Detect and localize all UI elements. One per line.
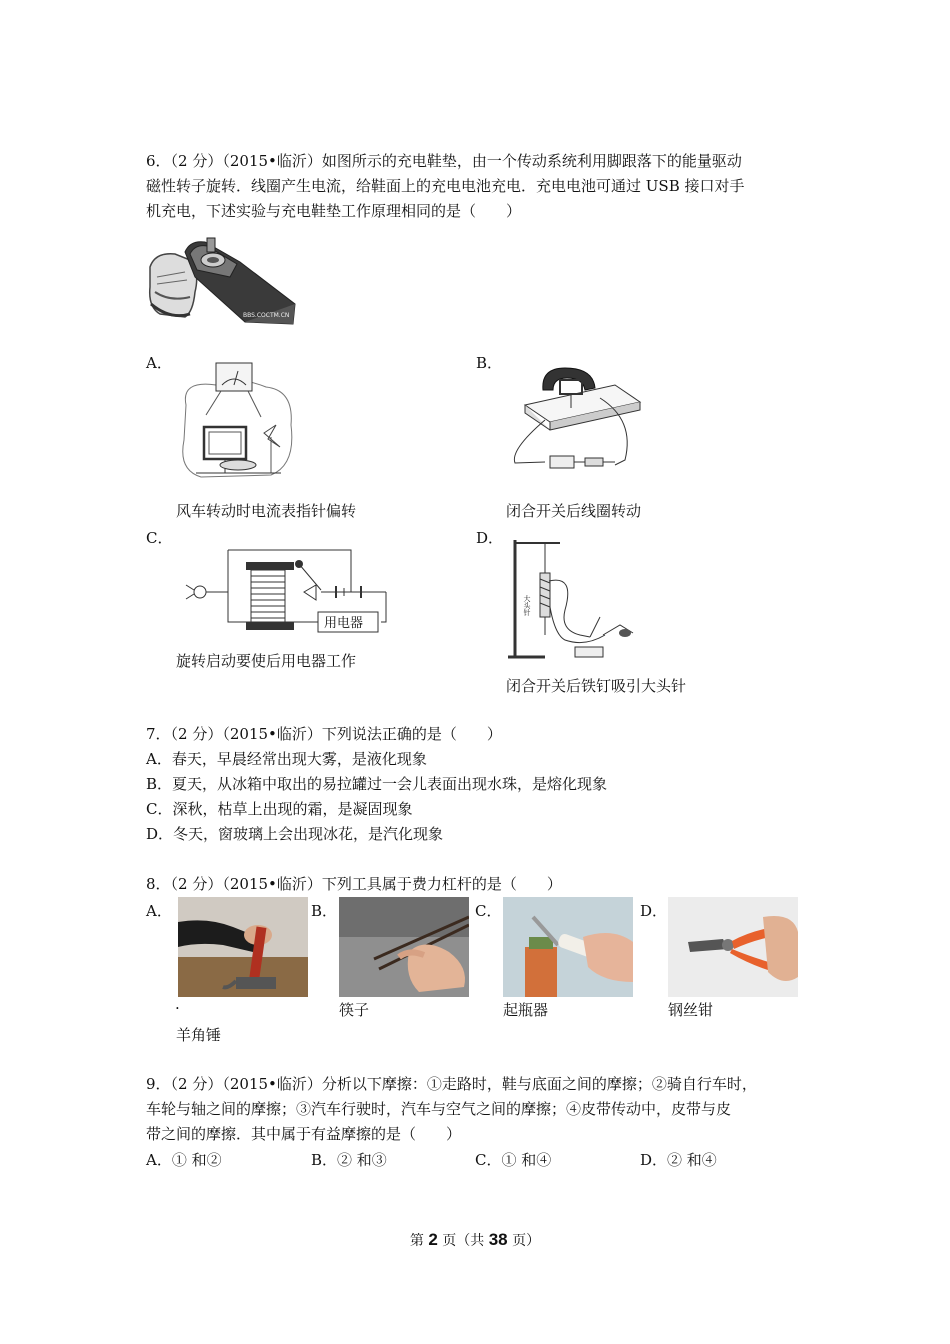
q8-option-c-caption: 起瓶器 [503,1001,549,1019]
q8-option-c-letter: C． [475,902,502,920]
q9-stem-line-3: 带之间的摩擦．其中属于有益摩擦的是（ ） [146,1125,462,1143]
q9-option-c: C．① 和④ [475,1151,552,1169]
q9-option-b: B．② 和③ [311,1151,387,1169]
q6-option-a-letter: A． [146,354,172,372]
q7-option-b: B．夏天，从冰箱中取出的易拉罐过一会儿表面出现水珠，是熔化现象 [146,775,608,793]
generator-circuit-figure [176,540,391,640]
footer-suffix: 页） [507,1233,541,1249]
page-number: 2 [428,1230,438,1249]
q9-option-a: A．① 和② [146,1151,222,1169]
q8-option-a-letter: A． [146,902,172,920]
q8-stem: 8．（2 分）（2015•临沂）下列工具属于费力杠杆的是（ ） [146,875,562,893]
q6-option-c-letter: C． [146,529,173,547]
q6-stem-line-3: 机充电，下述实验与充电鞋垫工作原理相同的是（ ） [146,202,522,220]
footer-prefix: 第 [409,1233,429,1249]
footer-middle: 页（共 [437,1233,489,1249]
q7-option-d: D．冬天，窗玻璃上会出现冰花，是汽化现象 [146,825,444,843]
claw-hammer-photo [178,897,308,997]
q7-option-a: A．春天，早晨经常出现大雾，是液化现象 [146,750,427,768]
motor-coil-figure [505,360,645,475]
q6-option-b-caption: 闭合开关后线圈转动 [506,502,642,520]
q8-option-b-letter: B． [311,902,338,920]
q6-stem-line-2: 磁性转子旋转．线圈产生电流，给鞋面上的充电电池充电．充电电池可通过 USB 接口对手 [146,177,745,195]
q9-stem-line-2: 车轮与轴之间的摩擦；③汽车行驶时，汽车与空气之间的摩擦；④皮带传动中，皮带与皮 [146,1100,732,1118]
chopsticks-photo [339,897,469,997]
q9-stem-line-1: 9．（2 分）（2015•临沂）分析以下摩擦：①走路时，鞋与底面之间的摩擦；②骑自行车时， [146,1075,757,1093]
bottle-opener-photo [503,897,633,997]
q6-option-b-letter: B． [476,354,503,372]
q6-option-c-caption: 旋转启动要使后用电器工作 [176,652,357,670]
q6-option-d-caption: 闭合开关后铁钉吸引大头针 [506,677,687,695]
pin-label: 大头针 [523,595,531,616]
windmill-galvanometer-figure [176,355,296,490]
insole-watermark: BBS.COCTM.CN [243,312,290,319]
q8-option-a-caption: 羊角锤 [176,1026,222,1044]
electrical-appliance-label: 用电器 [324,616,364,631]
q9-option-d: D．② 和④ [640,1151,717,1169]
q8-option-a-dot: . [175,995,180,1013]
q6-option-d-letter: D． [476,529,504,547]
charging-insole-figure [145,232,305,342]
q7-stem: 7．（2 分）（2015•临沂）下列说法正确的是（ ） [146,725,502,743]
q7-option-c: C．深秋，枯草上出现的霜，是凝固现象 [146,800,413,818]
total-pages: 38 [488,1230,508,1249]
q6-option-a-caption: 风车转动时电流表指针偏转 [176,502,357,520]
q8-option-d-caption: 钢丝钳 [668,1001,714,1019]
electromagnet-figure [505,535,640,665]
q8-option-d-letter: D． [640,902,668,920]
q6-stem-line-1: 6．（2 分）（2015•临沂）如图所示的充电鞋垫，由一个传动系统利用脚跟落下的能量驱动 [146,152,742,170]
pliers-photo [668,897,798,997]
page-footer [0,1230,950,1250]
q8-option-b-caption: 筷子 [339,1001,370,1019]
